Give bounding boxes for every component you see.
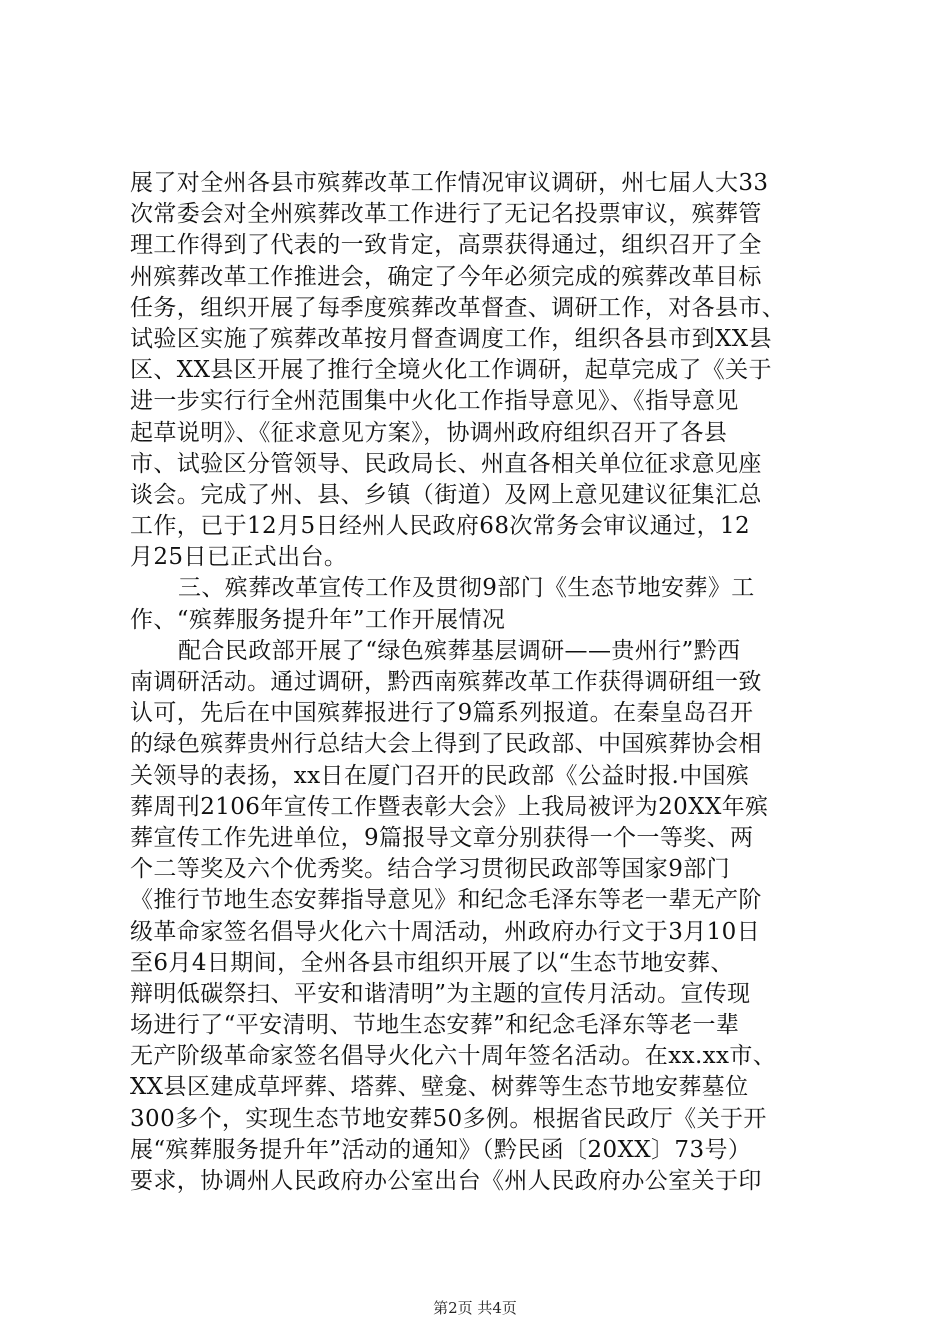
text-line: 理工作得到了代表的一致肯定，高票获得通过，组织召开了全	[130, 232, 762, 259]
text-line: 展了对全州各县市殡葬改革工作情况审议调研，州七届人大33	[130, 170, 769, 196]
text-line: 300多个，实现生态节地安葬50多例。根据省民政厅《关于开	[130, 1105, 767, 1132]
text-line: 工作，已于12月5日经州人民政府68次常务会审议通过，12	[130, 513, 751, 540]
text-line: 级革命家签名倡导火化六十周活动，州政府办行文于3月10日	[130, 918, 761, 945]
text-line: 场进行了“平安清明、节地生态安葬”和纪念毛泽东等老一辈	[130, 1012, 740, 1039]
text-line: 要求，协调州人民政府办公室出台《州人民政府办公室关于印	[130, 1168, 762, 1194]
text-line: XX县区建成草坪葬、塔葬、壁龛、树葬等生态节地安葬墓位	[130, 1074, 749, 1101]
text-line: 月25日已正式出台。	[130, 544, 348, 571]
text-line: 市、试验区分管领导、民政局长、州直各相关单位征求意见座	[130, 450, 762, 477]
text-line: 《推行节地生态安葬指导意见》和纪念毛泽东等老一辈无产阶	[130, 887, 762, 914]
section-heading-line: 作、“殡葬服务提升年”工作开展情况	[130, 606, 506, 633]
text-line: 配合民政部开展了“绿色殡葬基层调研——贵州行”黔西	[178, 637, 741, 664]
text-line: 的绿色殡葬贵州行总结大会上得到了民政部、中国殡葬协会相	[130, 731, 762, 758]
text-line: 葬宣传工作先进单位，9篇报导文章分别获得一个一等奖、两	[130, 824, 754, 851]
text-line: 无产阶级革命家签名倡导火化六十周年签名活动。在xx.xx市、	[130, 1043, 777, 1070]
text-line: 州殡葬改革工作推进会，确定了今年必须完成的殡葬改革目标	[130, 263, 762, 290]
text-line: 谈会。完成了州、县、乡镇（街道）及网上意见建议征集汇总	[130, 481, 762, 508]
text-line: 至6月4日期间，全州各县市组织开展了以“生态节地安葬、	[130, 949, 734, 976]
page-number-footer: 第2页 共4页	[433, 1299, 517, 1317]
text-line: 个二等奖及六个优秀奖。结合学习贯彻民政部等国家9部门	[130, 856, 731, 883]
text-line: 次常委会对全州殡葬改革工作进行了无记名投票审议，殡葬管	[130, 201, 762, 228]
text-line: 展“殡葬服务提升年”活动的通知》（黔民函〔20XX〕73号）	[130, 1136, 752, 1163]
text-line: 南调研活动。通过调研，黔西南殡葬改革工作获得调研组一致	[130, 669, 762, 695]
text-line: 试验区实施了殡葬改革按月督查调度工作，组织各县市到XX县	[130, 325, 772, 352]
text-line: 认可，先后在中国殡葬报进行了9篇系列报道。在秦皇岛召开	[130, 700, 754, 727]
text-line: 进一步实行行全州范围集中火化工作指导意见》、《指导意见	[130, 388, 739, 415]
text-line: 葬周刊2106年宣传工作暨表彰大会》上我局被评为20XX年殡	[130, 793, 769, 820]
text-line: 关领导的表扬，xx日在厦门召开的民政部《公益时报.中国殡	[130, 762, 750, 789]
text-line: 区、XX县区开展了推行全境火化工作调研，起草完成了《关于	[130, 357, 772, 384]
text-line: 辩明低碳祭扫、平安和谐清明”为主题的宣传月活动。宣传现	[130, 980, 751, 1007]
text-line: 起草说明》、《征求意见方案》，协调州政府组织召开了各县	[130, 419, 728, 446]
text-line: 任务，组织开展了每季度殡葬改革督查、调研工作，对各县市、	[130, 294, 786, 321]
document-body	[130, 168, 830, 1197]
section-heading-line: 三、殡葬改革宣传工作及贯彻9部门《生态节地安葬》工	[178, 575, 755, 602]
